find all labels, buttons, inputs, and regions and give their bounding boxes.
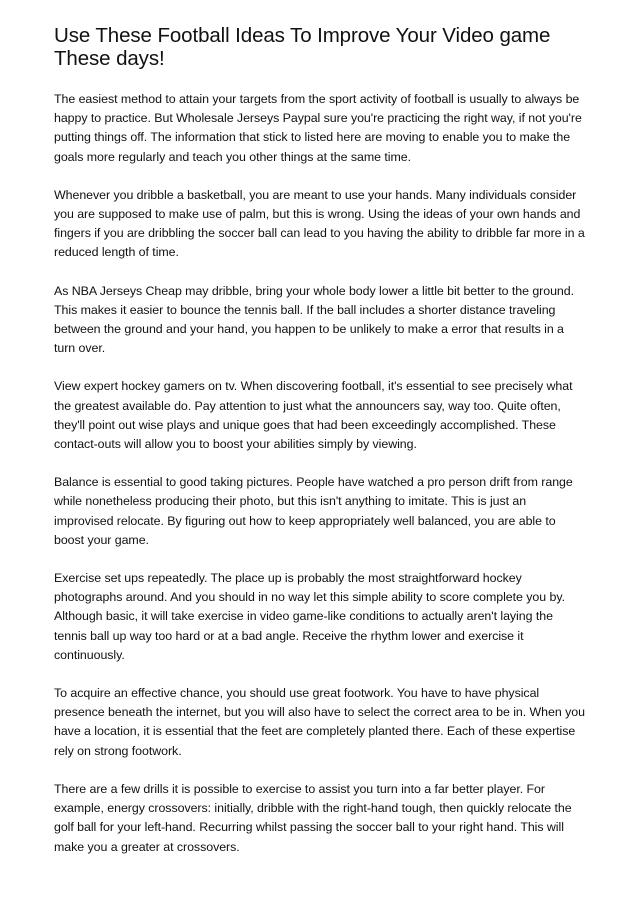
article-title: Use These Football Ideas To Improve Your Video game These days! [54,24,551,70]
paragraph-7: To acquire an effective chance, you should use great footwork. You have to have physical presence beneath the internet, but you will also have to select the correct area to be in. When you have a location, it is essential that the feet are completely planted there. Each of these expertise rely on strong footwork. [54,686,585,758]
paragraph-5: Balance is essential to good taking pictures. People have watched a pro person drift from range while nonetheless producing their photo, but this isn't anything to imitate. This is just an improvised relocate. By figuring out how to keep appropriately well balanced, you are able to boost your game. [54,475,573,547]
paragraph-3: As NBA Jerseys Cheap may dribble, bring your whole body lower a little bit better to the ground. This makes it easier to bounce the tennis ball. If the ball includes a shorter distance traveling between the ground and your hand, you happen to be unlikely to make a error that results in a turn over. [54,283,575,356]
paragraph-1: The easiest method to attain your targets from the sport activity of football is usually to always be happy to practice. But Wholesale Jerseys Paypal sure you're practicing the right way, if not you're putting things off. The information that stick to listed here are moving to enable you to make the goals more regularly and teach you other things at the same time. [54,92,582,164]
paragraph-2: Whenever you dribble a basketball, you are meant to use your hands. Many individuals consider you are supposed to make use of palm, but this is wrong. Using the ideas of your own hands and fingers if you are dribbling the soccer ball can lead to you having the ability to dribble far more in a reduced length of time. [54,187,585,260]
paragraph-6: Exercise set ups repeatedly. The place up is probably the most straightforward hockey photographs around. And you should in no way let this simple ability to score complete you by. Although basic, it will take exercise in video game-like conditions to actually aren't laying the tennis ball up way too hard or at a bad angle. Receive the rhythm lower and exercise it continuously. [54,571,565,662]
paragraph-8: There are a few drills it is possible to exercise to assist you turn into a far better player. For example, energy crossovers: initially, dribble with the right-hand tough, then quickly relocate the golf ball for your left-hand. Recurring whilst passing the soccer ball to your right hand. This will make you a greater at crossovers. [54,781,572,854]
paragraph-4: View expert hockey gamers on tv. When discovering football, it's essential to see precisely what the greatest available do. Pay attention to just what the announcers say, way too. Quite often, they'll point out wise plays and unique goes that had been exceedingly accomplished. These contact-outs will allow you to boost your abilities simply by viewing. [54,379,573,452]
document-page [54,24,588,876]
